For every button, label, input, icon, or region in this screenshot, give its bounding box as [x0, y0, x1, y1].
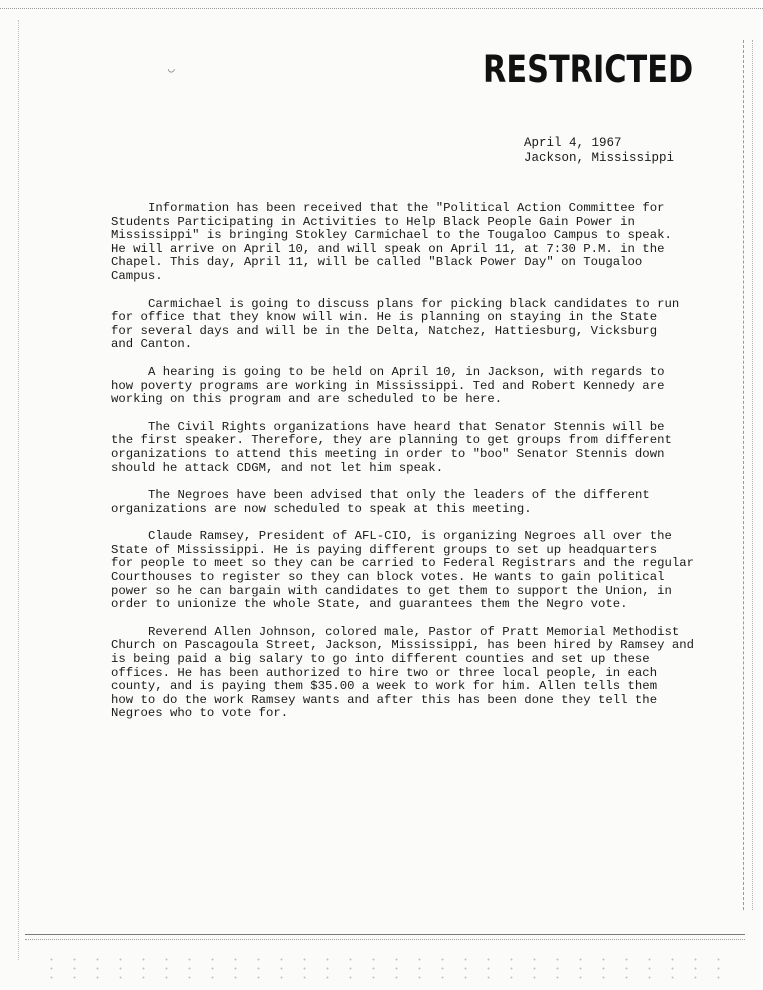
- paragraph-line: Students Participating in Activities to Help Black People Gain Power in: [111, 214, 635, 229]
- restricted-stamp: RESTRICTED: [483, 48, 694, 91]
- paragraph-line: working on this program and are scheduled to be here.: [111, 392, 503, 407]
- paragraph-line: power so he can bargain with candidates to get them to support the Union, in: [111, 583, 672, 598]
- paragraph-line: The Negroes have been advised that only the leaders of the different: [148, 488, 650, 503]
- paragraph-line: Courthouses to register so they can block votes. He wants to gain political: [111, 570, 665, 585]
- paragraph-line: for people to meet so they can be carried to Federal Registrars and the regular: [111, 556, 694, 571]
- paragraph-line: the first speaker. Therefore, they are planning to get groups from different: [111, 433, 672, 448]
- paragraph-line: offices. He has been authorized to hire two or three local people, in each: [111, 665, 658, 680]
- scan-bottom-edge: [25, 934, 745, 936]
- paragraph-line: Carmichael is going to discuss plans for picking black candidates to run: [148, 296, 680, 311]
- paragraph-line: Claude Ramsey, President of AFL-CIO, is organizing Negroes all over the: [148, 529, 672, 544]
- memo-paragraph: [111, 366, 676, 407]
- memo-paragraph: [111, 296, 680, 352]
- memo-body: [111, 201, 694, 735]
- paragraph-line: He will arrive on April 10, and will speak on April 11, at 7:30 P.M. in the: [111, 241, 665, 256]
- document-location: Jackson, Mississippi: [524, 151, 675, 165]
- paragraph-line: and Canton.: [111, 337, 193, 352]
- paragraph-line: county, and is paying them $35.00 a week to work for him. Allen tells them: [111, 679, 658, 694]
- document-date: April 4, 1967: [524, 136, 622, 150]
- memo-paragraph: [111, 489, 676, 516]
- memo-paragraph: [111, 529, 694, 612]
- paragraph-line: how to do the work Ramsey wants and after this has been done they tell the: [111, 692, 658, 707]
- paragraph-line: for several days and will be in the Delta, Natchez, Hattiesburg, Vicksburg: [111, 323, 658, 338]
- paragraph-line: State of Mississippi. He is paying different groups to set up headquarters: [111, 542, 658, 557]
- dateline: [524, 136, 674, 166]
- paragraph-line: how poverty programs are working in Mississippi. Ted and Robert Kennedy are: [111, 378, 665, 393]
- scan-left-edge: [18, 20, 20, 960]
- paragraph-line: The Civil Rights organizations have heard that Senator Stennis will be: [148, 419, 665, 434]
- scan-noise: [40, 955, 740, 980]
- paragraph-line: Church on Pascagoula Street, Jackson, Mississippi, has been hired by Ramsey and: [111, 638, 694, 653]
- memo-paragraph: [111, 421, 676, 475]
- memo-paragraph: [111, 624, 694, 721]
- paragraph-line: Information has been received that the "Political Action Committee for: [148, 201, 665, 215]
- paragraph-line: organizations to attend this meeting in order to "boo" Senator Stennis down: [111, 446, 665, 461]
- scan-speck: ◡: [168, 64, 175, 76]
- paragraph-line: for office that they know will win. He is planning on staying in the State: [111, 310, 658, 325]
- scan-bottom-edge-dotted: [25, 939, 745, 941]
- paragraph-line: Negroes who to vote for.: [111, 706, 289, 721]
- memo-paragraph: [111, 202, 676, 284]
- scan-right-edge: [743, 40, 753, 910]
- paragraph-line: Reverend Allen Johnson, colored male, Pastor of Pratt Memorial Methodist: [148, 624, 680, 639]
- paragraph-line: Campus.: [111, 268, 163, 283]
- paragraph-line: A hearing is going to be held on April 10, in Jackson, with regards to: [148, 364, 665, 379]
- paragraph-line: is being paid a big salary to go into different counties and set up these: [111, 652, 650, 667]
- paragraph-line: order to unionize the whole State, and guarantees them the Negro vote.: [111, 597, 628, 612]
- paragraph-line: should he attack CDGM, and not let him speak.: [111, 460, 444, 475]
- paragraph-line: Mississippi" is bringing Stokley Carmichael to the Tougaloo Campus to speak.: [111, 228, 672, 243]
- scan-top-edge: [0, 0, 763, 9]
- paragraph-line: organizations are now scheduled to speak at this meeting.: [111, 501, 532, 516]
- paragraph-line: Chapel. This day, April 11, will be called "Black Power Day" on Tougaloo: [111, 255, 643, 270]
